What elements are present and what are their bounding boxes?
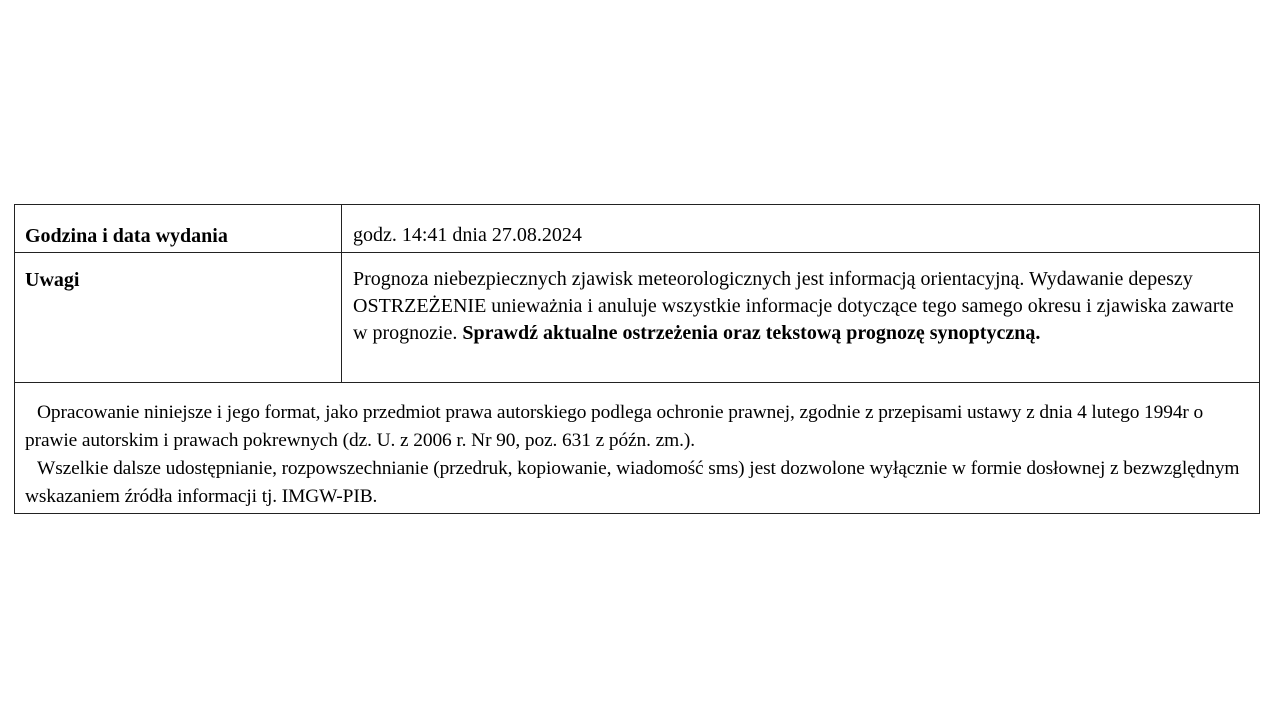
- issue-date-value: godz. 14:41 dnia 27.08.2024: [353, 224, 582, 246]
- column-divider: [341, 253, 342, 382]
- notes-value: [353, 266, 1245, 347]
- copyright-footer: [15, 383, 1259, 513]
- copyright-paragraph: [25, 399, 1249, 455]
- notes-text: Prognoza niebezpiecznych zjawisk meteorologicznych jest informacją orientacyjną. Wydawanie depeszy OSTRZEŻENIE unieważnia i anuluje wszystkie informacje dotyczące tego samego okresu i zjawiska zawarte w prognozie.: [353, 268, 1234, 344]
- issue-date-label: Godzina i data wydania: [25, 225, 228, 247]
- warning-info-table: [14, 204, 1260, 514]
- copyright-text: [25, 399, 1249, 511]
- notes-bold-text: Sprawdź aktualne ostrzeżenia oraz tekstową prognozę synoptyczną.: [462, 322, 1041, 344]
- notes-row: [15, 253, 1259, 383]
- column-divider: [341, 205, 342, 252]
- issue-date-row: [15, 205, 1259, 253]
- distribution-paragraph: [25, 455, 1249, 511]
- distribution-paragraph-text: Wszelkie dalsze udostępnianie, rozpowszechnianie (przedruk, kopiowanie, wiadomość sms) jest dozwolone wyłącznie w formie dosłownej z bezwzględnym wskazaniem źródła informacji tj. IMGW-PIB.: [25, 458, 1240, 507]
- copyright-paragraph-text: Opracowanie niniejsze i jego format, jako przedmiot prawa autorskiego podlega ochronie prawnej, zgodnie z przepisami ustawy z dnia 4 lutego 1994r o prawie autorskim i prawach pokrewnych (dz. U. z 2006 r. Nr 90, poz. 631 z późn. zm.).: [25, 402, 1204, 451]
- notes-label: Uwagi: [25, 269, 80, 291]
